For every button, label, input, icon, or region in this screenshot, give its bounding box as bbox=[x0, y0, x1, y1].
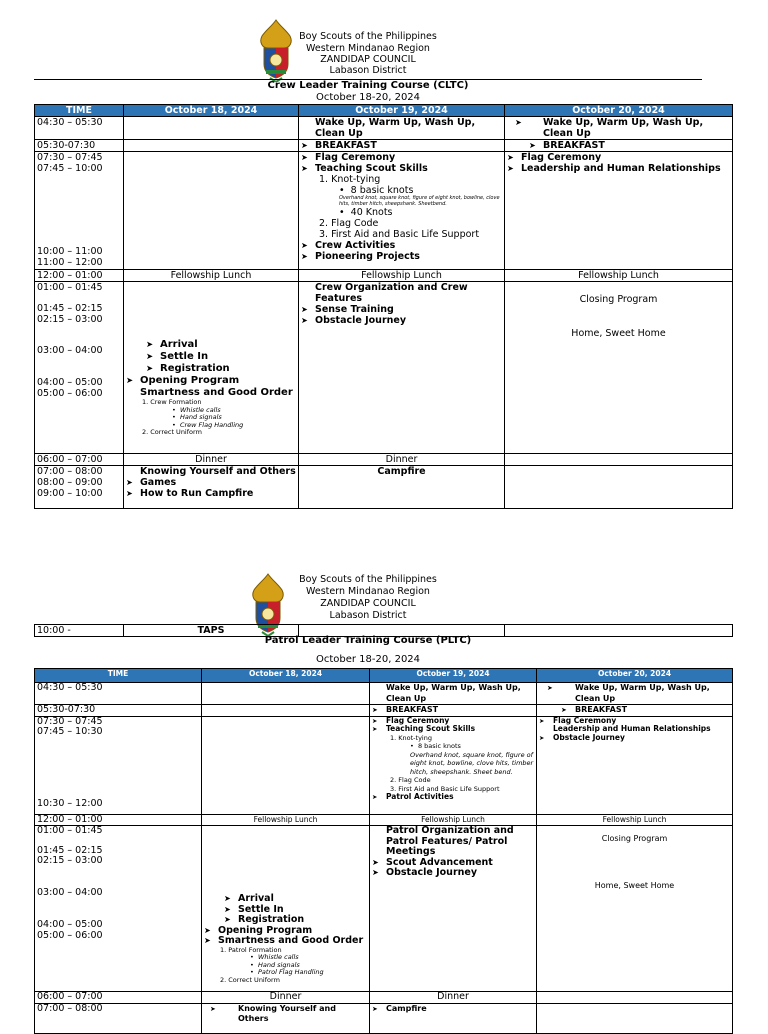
pltc-dates: October 18-20, 2024 bbox=[315, 654, 421, 665]
pltc-schedule-table bbox=[34, 668, 733, 1034]
whistle-calls: Whistle calls bbox=[257, 953, 299, 961]
arrow-icon bbox=[372, 1004, 386, 1015]
arrow-icon bbox=[146, 339, 160, 351]
crew-flag: Crew Flag Handling bbox=[179, 420, 244, 429]
time-line: 05:00 – 06:00 bbox=[37, 388, 103, 399]
org-name: Boy Scouts of the Philippines bbox=[299, 574, 437, 585]
time-line: 01:45 – 02:15 bbox=[37, 303, 103, 314]
col-day1: October 18, 2024 bbox=[202, 669, 370, 683]
arrow-icon bbox=[561, 705, 575, 716]
day2-cell bbox=[370, 683, 537, 705]
arrow-icon bbox=[301, 117, 315, 128]
time-cell: 12:00 – 01:00 bbox=[35, 270, 124, 282]
arrow-icon bbox=[301, 315, 315, 326]
arrow-icon bbox=[507, 163, 521, 174]
bullet-icon: • bbox=[339, 207, 351, 218]
arrow-icon bbox=[301, 240, 315, 251]
day2-dinner: Dinner bbox=[299, 454, 505, 466]
knowing-yourself: Knowing Yourself and Others bbox=[238, 1003, 336, 1023]
arrow-icon bbox=[372, 826, 386, 837]
region-name: Western Mindanao Region bbox=[306, 43, 430, 54]
time-cell: 06:00 – 07:00 bbox=[35, 454, 124, 466]
flag-ceremony: Flag Ceremony bbox=[386, 716, 450, 725]
time-line: 07:30 – 07:45 bbox=[37, 716, 103, 727]
time-line: 08:00 – 09:00 bbox=[37, 477, 103, 488]
forty-knots: 40 Knots bbox=[350, 207, 393, 218]
district-name: Labason District bbox=[329, 610, 407, 621]
obstacle-journey: Obstacle Journey bbox=[386, 867, 478, 878]
day2-cell bbox=[299, 282, 505, 454]
day3-cell bbox=[537, 992, 733, 1004]
arrival: Arrival bbox=[238, 893, 274, 904]
arrow-icon bbox=[301, 304, 315, 315]
arrow-icon bbox=[301, 152, 315, 163]
day1-cell bbox=[124, 117, 299, 140]
arrow-icon bbox=[561, 683, 575, 694]
arrow-icon bbox=[146, 351, 160, 363]
day2-campfire: Campfire bbox=[299, 466, 505, 509]
scout-advancement: Scout Advancement bbox=[386, 856, 493, 868]
arrow-icon bbox=[126, 375, 140, 387]
time-line: 07:00 – 08:00 bbox=[37, 466, 103, 477]
taps-label: TAPS bbox=[124, 625, 299, 637]
region-name: Western Mindanao Region bbox=[306, 586, 430, 597]
time-cell bbox=[35, 826, 202, 992]
time-line: 05:00 – 06:00 bbox=[37, 930, 103, 941]
opening-program: Opening Program bbox=[218, 924, 313, 936]
time-line: 07:45 – 10:30 bbox=[37, 726, 103, 737]
arrow-icon bbox=[539, 734, 553, 743]
registration: Registration bbox=[238, 914, 305, 925]
day3-lunch: Fellowship Lunch bbox=[505, 270, 733, 282]
day1-lunch: Fellowship Lunch bbox=[124, 270, 299, 282]
day3-cell bbox=[505, 454, 733, 466]
flag-ceremony: Flag Ceremony bbox=[315, 152, 396, 163]
home-sweet-home: Home, Sweet Home bbox=[594, 881, 675, 890]
closing-program: Closing Program bbox=[579, 294, 658, 305]
day2-dinner: Dinner bbox=[370, 992, 537, 1004]
col-day3: October 20, 2024 bbox=[537, 669, 733, 683]
day1-dinner: Dinner bbox=[202, 992, 370, 1004]
day3-cell bbox=[537, 705, 733, 717]
knot-tying: 1. Knot-tying bbox=[390, 733, 432, 742]
day1-cell bbox=[124, 466, 299, 509]
games: Games bbox=[140, 477, 177, 488]
time-line: 10:30 – 12:00 bbox=[37, 797, 103, 809]
arrow-icon bbox=[372, 725, 386, 734]
time-cell: 07:00 – 08:00 bbox=[35, 1003, 202, 1033]
patrol-flag: Patrol Flag Handling bbox=[257, 968, 324, 976]
hand-signals: Hand signals bbox=[257, 960, 300, 969]
cltc-title: Crew Leader Training Course (CLTC) bbox=[267, 80, 469, 91]
time-line: 07:45 – 10:00 bbox=[37, 163, 103, 174]
day1-cell bbox=[124, 152, 299, 270]
time-line: 03:00 – 04:00 bbox=[37, 887, 103, 898]
pioneering-projects: Pioneering Projects bbox=[315, 251, 420, 262]
home-sweet-home: Home, Sweet Home bbox=[571, 328, 666, 339]
teaching-skills: Teaching Scout Skills bbox=[386, 724, 476, 733]
day2-cell bbox=[370, 826, 537, 992]
day3-cell bbox=[537, 826, 733, 992]
patrol-organization: Patrol Organization and Patrol Features/ Patrol Meetings bbox=[386, 825, 514, 857]
col-day2: October 19, 2024 bbox=[299, 105, 505, 117]
wake-up: Wake Up, Warm Up, Wash Up, Clean Up bbox=[386, 683, 521, 703]
day3-cell bbox=[537, 1003, 733, 1033]
taps-time: 10:00 - bbox=[35, 625, 124, 637]
arrow-icon bbox=[507, 152, 521, 163]
arrow-icon bbox=[372, 858, 386, 869]
knot-list: Overhand knot, square knot, figure of eight knot, bowline, clove hits, timber hitch, sheepshank. Sheetbend. bbox=[339, 195, 500, 207]
basic-knots: 8 basic knots bbox=[417, 742, 461, 750]
day1-cell bbox=[202, 705, 370, 717]
day1-cell bbox=[124, 282, 299, 454]
arrow-icon bbox=[126, 488, 140, 499]
breakfast: BREAKFAST bbox=[575, 705, 628, 714]
time-line: 11:00 – 12:00 bbox=[37, 257, 103, 268]
day2-cell bbox=[299, 117, 505, 140]
arrow-icon bbox=[301, 140, 315, 151]
time-line: 09:00 – 10:00 bbox=[37, 488, 103, 499]
breakfast: BREAKFAST bbox=[543, 140, 605, 151]
col-day3: October 20, 2024 bbox=[505, 105, 733, 117]
time-line: 01:00 – 01:45 bbox=[37, 282, 103, 293]
breakfast: BREAKFAST bbox=[315, 140, 377, 151]
district-name: Labason District bbox=[329, 65, 407, 76]
council-name: ZANDIDAP COUNCIL bbox=[320, 598, 416, 609]
flag-ceremony: Flag Ceremony bbox=[521, 152, 602, 163]
first-aid: 3. First Aid and Basic Life Support bbox=[319, 229, 480, 240]
settle-in: Settle In bbox=[238, 903, 284, 915]
day3-cell bbox=[505, 117, 733, 140]
cltc-dates: October 18-20, 2024 bbox=[315, 92, 421, 103]
flag-ceremony: Flag Ceremony bbox=[553, 716, 617, 725]
day2-cell bbox=[370, 716, 537, 814]
day2-cell bbox=[370, 705, 537, 717]
arrow-icon bbox=[539, 717, 553, 726]
time-cell bbox=[35, 282, 124, 454]
crew-organization: Crew Organization and Crew Features bbox=[315, 282, 468, 304]
time-cell: 04:30 – 05:30 bbox=[35, 117, 124, 140]
bullet-icon: • bbox=[410, 742, 418, 750]
day1-dinner: Dinner bbox=[124, 454, 299, 466]
arrow-icon bbox=[301, 282, 315, 293]
arrival: Arrival bbox=[160, 339, 198, 350]
knot-list: Overhand knot, square knot, figure of eight knot, bowline, clove hits, timber hitch, sheepshank. Sheet bend. bbox=[410, 750, 534, 776]
day1-cell bbox=[202, 1003, 370, 1033]
arrow-icon bbox=[126, 387, 140, 399]
bullet-icon: • bbox=[172, 405, 180, 414]
time-cell: 05:30-07:30 bbox=[35, 140, 124, 152]
arrow-icon bbox=[126, 466, 140, 477]
patrol-formation: 1. Patrol Formation bbox=[220, 945, 282, 954]
day1-cell bbox=[202, 826, 370, 992]
arrow-icon bbox=[146, 363, 160, 375]
pltc-title: Patrol Leader Training Course (PLTC) bbox=[264, 635, 472, 646]
teaching-skills: Teaching Scout Skills bbox=[315, 163, 428, 174]
time-cell: 12:00 – 01:00 bbox=[35, 814, 202, 826]
time-cell bbox=[35, 152, 124, 270]
knot-tying: 1. Knot-tying bbox=[319, 174, 381, 185]
time-line: 07:30 – 07:45 bbox=[37, 152, 103, 163]
time-line: 01:00 – 01:45 bbox=[37, 825, 103, 836]
how-to-run-campfire: How to Run Campfire bbox=[140, 488, 254, 499]
day1-cell bbox=[202, 716, 370, 814]
day3-cell bbox=[505, 282, 733, 454]
leadership: Leadership and Human Relationships bbox=[521, 163, 721, 174]
day3-cell bbox=[505, 152, 733, 270]
col-time: TIME bbox=[35, 105, 124, 117]
day3-cell bbox=[537, 716, 733, 814]
campfire: Campfire bbox=[386, 1003, 427, 1013]
day2-cell bbox=[370, 1003, 537, 1033]
arrow-icon bbox=[372, 705, 386, 716]
day2-cell bbox=[299, 152, 505, 270]
sense-training: Sense Training bbox=[315, 304, 394, 315]
flag-code: 2. Flag Code bbox=[319, 218, 379, 229]
time-cell bbox=[35, 466, 124, 509]
bullet-icon: • bbox=[172, 413, 180, 421]
time-cell: 05:30-07:30 bbox=[35, 705, 202, 717]
bullet-icon: • bbox=[250, 953, 258, 961]
time-line: 02:15 – 03:00 bbox=[37, 855, 103, 866]
bullet-icon: • bbox=[172, 420, 180, 429]
arrow-icon bbox=[204, 936, 218, 947]
arrow-icon bbox=[301, 163, 315, 174]
knowing-yourself: Knowing Yourself and Others bbox=[140, 466, 296, 477]
arrow-icon bbox=[372, 868, 386, 879]
arrow-icon bbox=[224, 1004, 238, 1014]
correct-uniform: 2. Correct Uniform bbox=[142, 428, 202, 436]
wake-up: Wake Up, Warm Up, Wash Up, Clean Up bbox=[543, 117, 704, 139]
time-line: 04:00 – 05:00 bbox=[37, 919, 103, 930]
bullet-icon: • bbox=[250, 968, 258, 976]
cltc-schedule-table bbox=[34, 104, 733, 509]
closing-program: Closing Program bbox=[601, 834, 668, 843]
crew-formation: 1. Crew Formation bbox=[142, 398, 202, 406]
day2-lunch: Fellowship Lunch bbox=[370, 814, 537, 826]
whistle-calls: Whistle calls bbox=[179, 405, 221, 414]
col-time: TIME bbox=[35, 669, 202, 683]
time-line: 04:00 – 05:00 bbox=[37, 377, 103, 388]
smartness: Smartness and Good Order bbox=[140, 387, 293, 398]
smartness: Smartness and Good Order bbox=[218, 935, 364, 946]
day1-cell bbox=[124, 140, 299, 152]
day3-cell bbox=[505, 140, 733, 152]
col-day2: October 19, 2024 bbox=[370, 669, 537, 683]
org-name: Boy Scouts of the Philippines bbox=[299, 31, 437, 42]
wake-up: Wake Up, Warm Up, Wash Up, Clean Up bbox=[315, 117, 476, 139]
bullet-icon: • bbox=[250, 960, 258, 969]
time-line: 02:15 – 03:00 bbox=[37, 314, 103, 325]
correct-uniform: 2. Correct Uniform bbox=[220, 975, 280, 984]
wake-up: Wake Up, Warm Up, Wash Up, Clean Up bbox=[575, 683, 710, 703]
arrow-icon bbox=[529, 140, 543, 151]
arrow-icon bbox=[126, 477, 140, 488]
leadership: Leadership and Human Relationships bbox=[553, 724, 711, 733]
hand-signals: Hand signals bbox=[179, 413, 222, 421]
arrow-icon bbox=[372, 683, 386, 694]
obstacle-journey: Obstacle Journey bbox=[553, 732, 625, 742]
flag-code: 2. Flag Code bbox=[390, 776, 431, 784]
day2-cell bbox=[299, 140, 505, 152]
arrow-icon bbox=[204, 926, 218, 937]
time-cell bbox=[35, 716, 202, 814]
council-name: ZANDIDAP COUNCIL bbox=[320, 54, 416, 65]
bullet-icon: • bbox=[339, 185, 351, 196]
registration: Registration bbox=[160, 363, 230, 374]
obstacle-journey: Obstacle Journey bbox=[315, 315, 407, 326]
opening-program: Opening Program bbox=[140, 375, 240, 386]
breakfast: BREAKFAST bbox=[386, 705, 439, 714]
first-aid: 3. First Aid and Basic Life Support bbox=[390, 784, 500, 793]
arrow-icon bbox=[372, 717, 386, 726]
time-cell: 06:00 – 07:00 bbox=[35, 992, 202, 1004]
time-line: 10:00 – 11:00 bbox=[37, 246, 103, 257]
settle-in: Settle In bbox=[160, 351, 209, 362]
day2-lunch: Fellowship Lunch bbox=[299, 270, 505, 282]
arrow-icon bbox=[301, 251, 315, 262]
arrow-icon bbox=[539, 725, 553, 734]
day3-cell bbox=[537, 683, 733, 705]
basic-knots: 8 basic knots bbox=[350, 185, 414, 196]
day1-cell bbox=[202, 683, 370, 705]
day3-lunch: Fellowship Lunch bbox=[537, 814, 733, 826]
arrow-icon bbox=[224, 894, 238, 905]
arrow-icon bbox=[224, 905, 238, 916]
day3-cell bbox=[505, 466, 733, 509]
day1-lunch: Fellowship Lunch bbox=[202, 814, 370, 826]
arrow-icon bbox=[372, 793, 386, 802]
crew-activities: Crew Activities bbox=[315, 240, 396, 251]
arrow-icon bbox=[529, 117, 543, 128]
patrol-activities: Patrol Activities bbox=[386, 792, 454, 801]
time-line: 03:00 – 04:00 bbox=[37, 345, 103, 356]
col-day1: October 18, 2024 bbox=[124, 105, 299, 117]
time-cell: 04:30 – 05:30 bbox=[35, 683, 202, 705]
time-line: 01:45 – 02:15 bbox=[37, 845, 103, 856]
